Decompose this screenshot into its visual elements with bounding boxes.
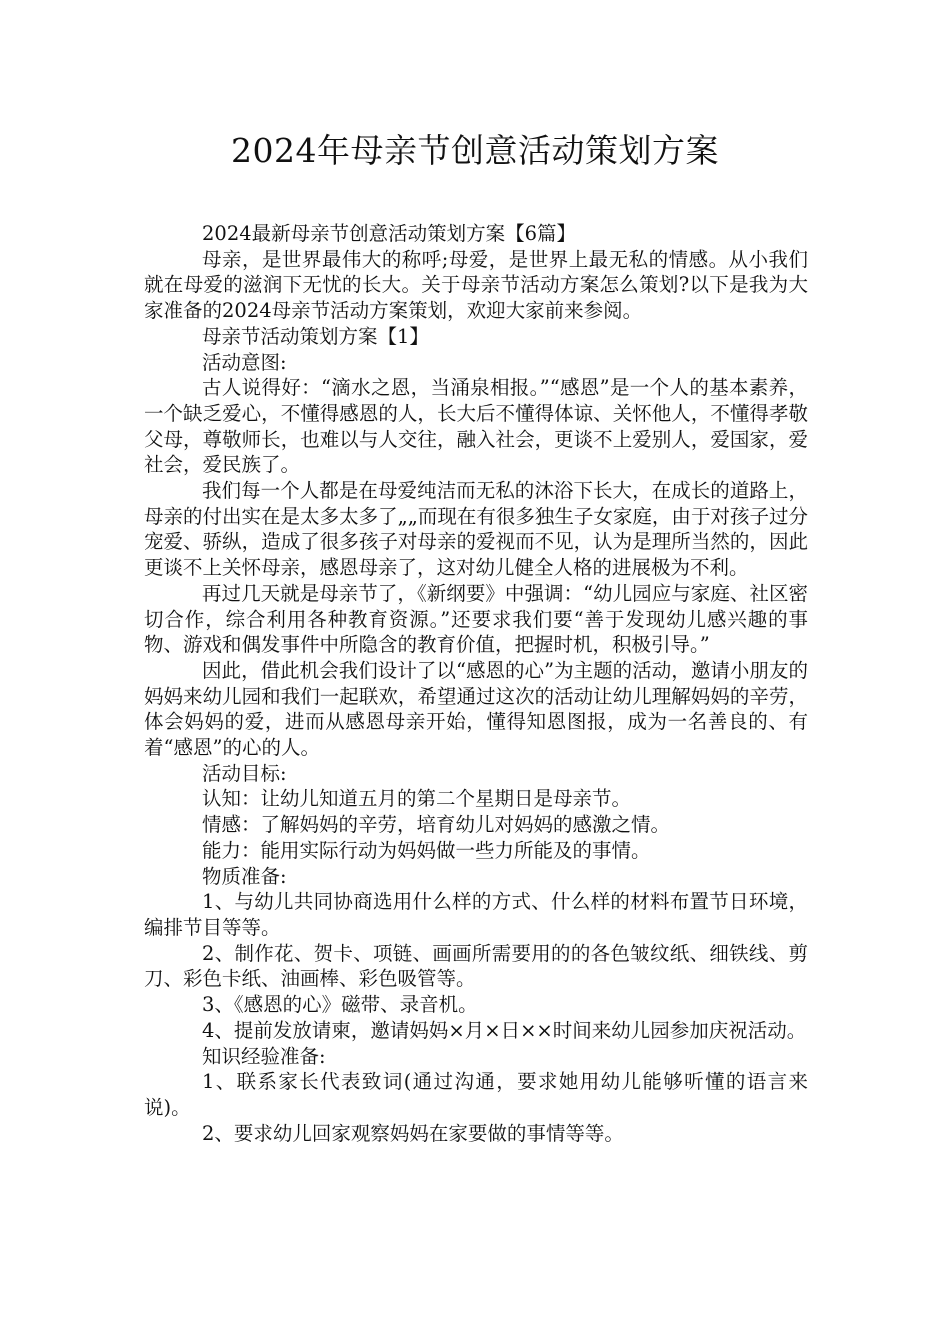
goal-item: 能力：能用实际行动为妈妈做一些力所能及的事情。 [202,838,651,862]
list-item: 2、制作花、贺卡、项链、画画所需要用的的各色皱纹纸、细铁线、剪刀、彩色卡纸、油画棒、彩色吸管等。 [144,941,808,991]
subheading-materials: 物质准备: [202,864,287,888]
goal-item: 认知：让幼儿知道五月的第二个星期日是母亲节。 [202,787,632,811]
body-paragraph: 再过几天就是母亲节了，《新纲要》中强调：“幼儿园应与家庭、社区密切合作，综合利用各种教育资源。”还要求我们要“善于发现幼儿感兴趣的事物、游戏和偶发事件中所隐含的教育价值，把握时机，积极引导。” [144,581,808,657]
section-heading: 母亲节活动策划方案【1】 [202,324,429,348]
list-item: 2、要求幼儿回家观察妈妈在家要做的事情等等。 [202,1121,624,1145]
body-paragraph: 古人说得好：“滴水之恩，当涌泉相报。”“感恩”是一个人的基本素养，一个缺乏爱心，不懂得感恩的人，长大后不懂得体谅、关怀他人，不懂得孝敬父母，尊敬师长，也难以与人交往，融入社会，更谈不上爱别人，爱国家，爱社会，爱民族了。 [144,376,808,477]
document-title: 2024年母亲节创意活动策划方案 [231,131,719,170]
body-paragraph: 因此，借此机会我们设计了以“感恩的心”为主题的活动，邀请小朋友的妈妈来幼儿园和我们一起联欢，希望通过这次的活动让幼儿理解妈妈的辛劳，体会妈妈的爱，进而从感恩母亲开始，懂得知恩图报，成为一名善良的、有着“感恩”的心的人。 [144,658,808,760]
subheading-goals: 活动目标: [202,761,287,785]
body-paragraph: 我们每一个人都是在母爱纯洁而无私的沐浴下长大，在成长的道路上，母亲的付出实在是太多太多了„„而现在有很多独生子女家庭，由于对孩子过分宠爱、骄纵，造成了很多孩子对母亲的爱视而不见，认为是理所当然的，因此更谈不上关怀母亲，感恩母亲了，这对幼儿健全人格的进展极为不利。 [144,479,808,580]
subtitle-paragraph: 2024最新母亲节创意活动策划方案【6篇】 [202,222,577,245]
document-body [144,221,808,1146]
goal-item: 情感：了解妈妈的辛劳，培育幼儿对妈妈的感激之情。 [202,813,671,837]
subheading-knowledge: 知识经验准备: [202,1044,326,1068]
subheading-intent: 活动意图: [202,350,287,374]
intro-paragraph: 母亲，是世界最伟大的称呼;母爱，是世界上最无私的情感。从小我们就在母爱的滋润下无忧的长大。关于母亲节活动方案怎么策划?以下是我为大家准备的2024母亲节活动方案策划，欢迎大家前来参阅。 [144,247,808,323]
list-item: 1、与幼儿共同协商选用什么样的方式、什么样的材料布置节日环境，编排节目等等。 [144,890,808,939]
list-item: 3、《感恩的心》磁带、录音机。 [202,993,478,1017]
list-item: 1、联系家长代表致词(通过沟通，要求她用幼儿能够听懂的语言来说)。 [144,1070,808,1119]
list-item: 4、提前发放请柬，邀请妈妈×月×日××时间来幼儿园参加庆祝活动。 [202,1018,807,1042]
